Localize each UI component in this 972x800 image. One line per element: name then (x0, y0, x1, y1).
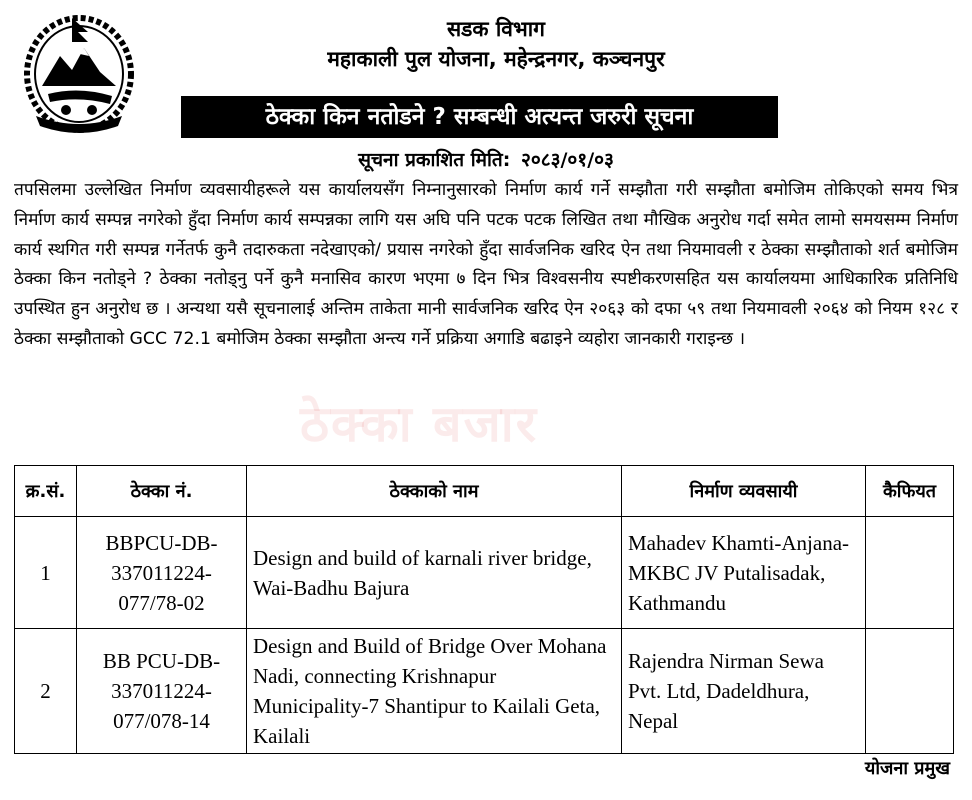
header-serial: क्र.सं. (15, 466, 77, 517)
row-contract-no: BBPCU-DB-337011224-077/78-02 (77, 517, 247, 629)
header-contract-name: ठेक्काको नाम (247, 466, 622, 517)
signature-title: योजना प्रमुख (864, 758, 950, 779)
header-contract-no: ठेक्का नं. (77, 466, 247, 517)
row-contract-no: BB PCU-DB-337011224-077/078-14 (77, 629, 247, 754)
published-date: २०८३/०१/०३ (520, 149, 614, 171)
row-contract-name: Design and Build of Bridge Over Mohana Nadi, connecting Krishnapur Municipality-7 Shantipur to Kailali Geta, Kailali (247, 629, 622, 754)
contracts-table (14, 465, 954, 754)
watermark: ठेक्का बजार (300, 395, 539, 453)
row-serial: 1 (15, 517, 77, 629)
header-remarks: कैफियत (866, 466, 954, 517)
table-row (15, 517, 954, 629)
row-serial: 2 (15, 629, 77, 754)
table-header-row (15, 466, 954, 517)
row-contractor: Mahadev Khamti-Anjana-MKBC JV Putalisadak, Kathmandu (622, 517, 866, 629)
notice-body: तपसिलमा उल्लेखित निर्माण व्यवसायीहरूले यस कार्यालयसँग निम्नानुसारको निर्माण कार्य गर्ने सम्झौता गरी सम्झौता बमोजिम तोकिएको समय भित्र निर्माण कार्य सम्पन्न नगरेको हुँदा निर्माण कार्य सम्पन्नका लागि यस अघि पनि पटक पटक लिखित तथा मौखिक अनुरोध गर्दा समेत लामो समयसम्म निर्माण कार्य स्थगित गरी सम्पन्न गर्नेतर्फ कुनै तदारुकता नदेखाएको/ प्रयास नगरेको हुँदा सार्वजनिक खरिद ऐन तथा नियमावली र ठेक्का सम्झौताको शर्त बमोजिम ठेक्का किन नतोड्ने ? ठेक्का नतोड्नु पर्ने कुनै मनासिव कारण भएमा ७ दिन भित्र विश्वसनीय स्पष्टीकरणसहित यस कार्यालयमा आधिकारिक प्रतिनिधि उपस्थित हुन अनुरोध छ । अन्यथा यसै सूचनालाई अन्तिम ताकेता मानी सार्वजनिक खरिद ऐन २०६३ को दफा ५९ तथा नियमावली २०६४ को नियम १२८ र ठेक्का सम्झौताको GCC 72.1 बमोजिम ठेक्का सम्झौता अन्त्य गर्ने प्रक्रिया अगाडि बढाइने व्यहोरा जानकारी गराइन्छ । (14, 180, 958, 349)
row-remarks (866, 629, 954, 754)
published-date-line (0, 146, 972, 174)
published-date-label: सूचना प्रकाशित मिति: (358, 149, 511, 171)
header (0, 14, 972, 74)
department-name: सडक विभाग (446, 17, 545, 41)
table-row (15, 629, 954, 754)
row-contract-name: Design and build of karnali river bridge, Wai-Badhu Bajura (247, 517, 622, 629)
row-remarks (866, 517, 954, 629)
row-contractor: Rajendra Nirman Sewa Pvt. Ltd, Dadeldhura, Nepal (622, 629, 866, 754)
notice-title-banner: ठेक्का किन नतोडने ? सम्बन्धी अत्यन्त जरुरी सूचना (181, 96, 778, 138)
header-contractor: निर्माण व्यवसायी (622, 466, 866, 517)
project-name: महाकाली पुल योजना, महेन्द्रनगर, कञ्चनपुर (327, 47, 665, 71)
